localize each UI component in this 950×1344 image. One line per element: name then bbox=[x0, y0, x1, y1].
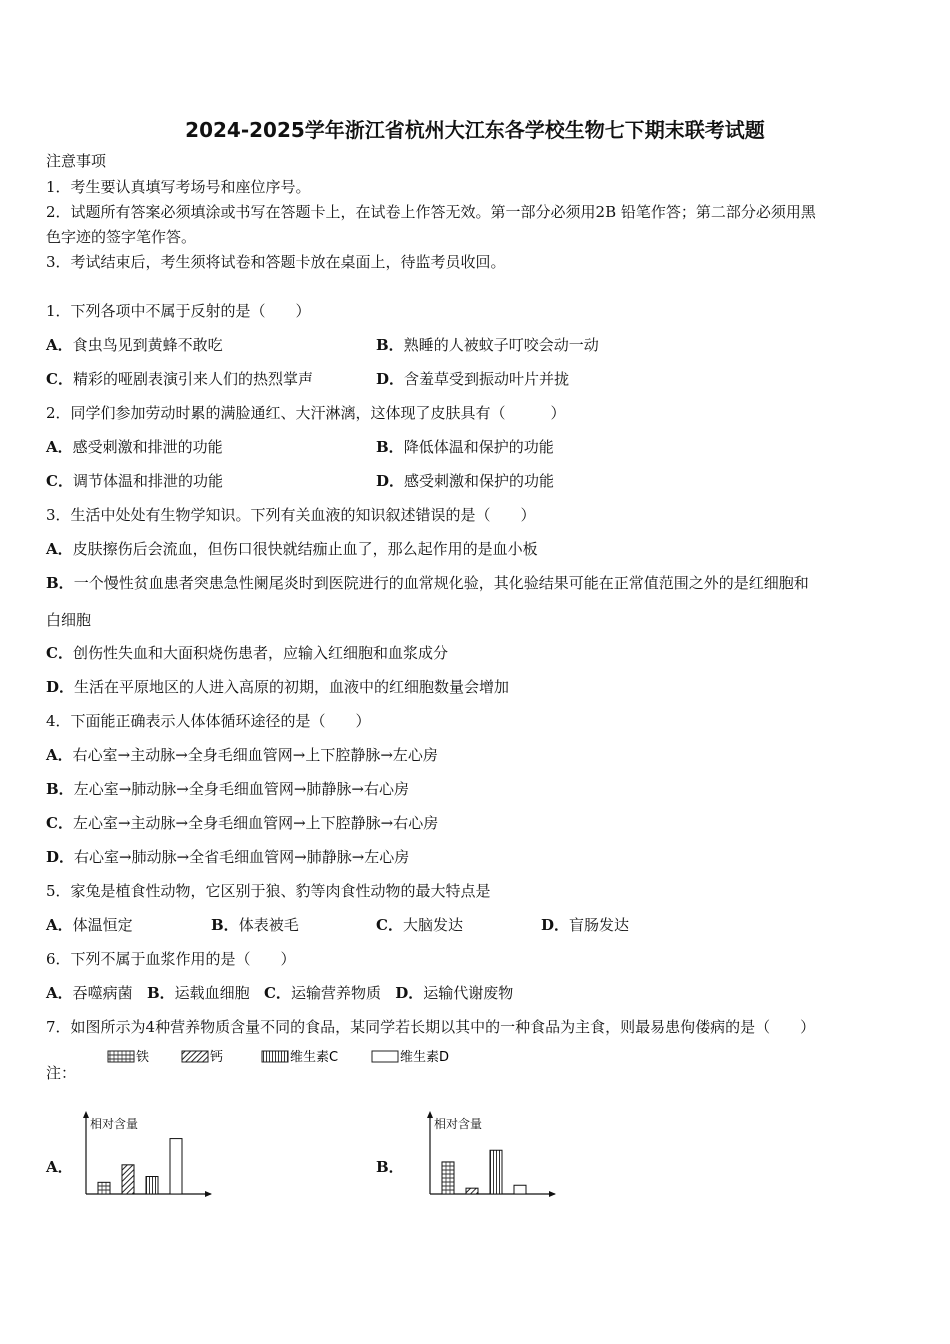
question-7-stem: 7．如图所示为4种营养物质含量不同的食品，某同学若长期以其中的一种食品为主食，则最易患佝偻病的是（ ） bbox=[46, 1018, 816, 1036]
x-axis-arrow-icon bbox=[205, 1191, 212, 1197]
option-text: 熟睡的人被蚊子叮咬会动一动 bbox=[403, 336, 599, 354]
q1-option-c[interactable]: C．精彩的哑剧表演引来人们的热烈掌声 bbox=[46, 370, 313, 388]
option-text: 左心室→肺动脉→全身毛细血管网→肺静脉→右心房 bbox=[73, 780, 409, 798]
q1-option-d[interactable]: D．含羞草受到振动叶片并拢 bbox=[376, 370, 570, 388]
q3-option-d[interactable]: D．生活在平原地区的人进入高原的初期，血液中的红细胞数量会增加 bbox=[46, 678, 510, 696]
q4-option-a[interactable]: A．右心室→主动脉→全身毛细血管网→上下腔静脉→左心房 bbox=[46, 746, 438, 764]
notice-heading: 注意事项 bbox=[46, 152, 107, 170]
question-1-stem: 1．下列各项中不属于反射的是（ ） bbox=[46, 302, 311, 320]
bar-calcium bbox=[466, 1188, 478, 1194]
q6-option-b[interactable]: B．运载血细胞 bbox=[146, 984, 250, 1002]
option-text: 生活在平原地区的人进入高原的初期，血液中的红细胞数量会增加 bbox=[74, 678, 510, 696]
option-text: 体温恒定 bbox=[72, 916, 133, 934]
legend-swatch-vitamin-c bbox=[262, 1051, 288, 1062]
question-5-stem: 5．家兔是植食性动物，它区别于狼、豹等肉食性动物的最大特点是 bbox=[46, 882, 491, 900]
option-text: 含羞草受到振动叶片并拢 bbox=[404, 370, 570, 388]
q7-option-a-label[interactable]: A． bbox=[46, 1158, 73, 1176]
option-text: 体表被毛 bbox=[238, 916, 299, 934]
question-6-stem: 6．下列不属于血浆作用的是（ ） bbox=[46, 950, 296, 968]
option-text: 一个慢性贫血患者突患急性阑尾炎时到医院进行的血常规化验，其化验结果可能在正常值范围之外的是红细胞和 bbox=[73, 574, 809, 592]
q6-option-a[interactable]: A．吞噬病菌 bbox=[46, 984, 133, 1002]
notice-item: 色字迹的签字笔作答。 bbox=[46, 228, 197, 246]
q2-option-d[interactable]: D．感受刺激和保护的功能 bbox=[376, 472, 555, 490]
option-text: 感受刺激和保护的功能 bbox=[404, 472, 555, 490]
chart-option-b[interactable] bbox=[420, 1108, 570, 1208]
bar-iron bbox=[442, 1162, 454, 1194]
option-text: 右心室→主动脉→全身毛细血管网→上下腔静脉→左心房 bbox=[72, 746, 438, 764]
legend-label: 铁 bbox=[136, 1050, 150, 1065]
legend-label: 维生素D bbox=[400, 1050, 450, 1065]
q5-option-c[interactable]: C．大脑发达 bbox=[376, 916, 463, 934]
legend-label: 钙 bbox=[210, 1050, 224, 1065]
q2-option-c[interactable]: C．调节体温和排泄的功能 bbox=[46, 472, 223, 490]
notice-item: 2．试题所有答案必须填涂或书写在答题卡上，在试卷上作答无效。第一部分必须用2B 铅笔作答；第二部分必须用黑 bbox=[46, 203, 816, 221]
q6-option-d[interactable]: D．运输代谢废物 bbox=[395, 984, 514, 1002]
q3-option-c[interactable]: C．创伤性失血和大面积烧伤患者，应输入红细胞和血浆成分 bbox=[46, 644, 448, 662]
q1-option-a[interactable]: A．食虫鸟见到黄蜂不敢吃 bbox=[46, 336, 223, 354]
chart-option-a[interactable] bbox=[76, 1108, 226, 1208]
option-text: 左心室→主动脉→全身毛细血管网→上下腔静脉→右心房 bbox=[72, 814, 439, 832]
q4-option-d[interactable]: D．右心室→肺动脉→全省毛细血管网→肺静脉→左心房 bbox=[46, 848, 410, 866]
bar-vitamin-c bbox=[490, 1150, 502, 1194]
notice-item: 1．考生要认真填写考场号和座位序号。 bbox=[46, 178, 311, 196]
y-axis-label: 相对含量 bbox=[90, 1117, 139, 1131]
chart-legend bbox=[100, 1045, 490, 1069]
bar-vitamin-d bbox=[514, 1185, 526, 1194]
page-title: 2024-2025学年浙江省杭州大江东各学校生物七下期末联考试题 bbox=[185, 118, 765, 142]
option-text: 调节体温和排泄的功能 bbox=[72, 472, 223, 490]
legend-swatch-vitamin-d bbox=[372, 1051, 398, 1062]
q3-option-a[interactable]: A．皮肤擦伤后会流血，但伤口很快就结痂止血了，那么起作用的是血小板 bbox=[46, 540, 538, 558]
q6-options bbox=[46, 983, 513, 1003]
q2-option-b[interactable]: B．降低体温和保护的功能 bbox=[376, 438, 554, 456]
q5-option-b[interactable]: B．体表被毛 bbox=[211, 916, 299, 934]
option-text: 皮肤擦伤后会流血，但伤口很快就结痂止血了，那么起作用的是血小板 bbox=[72, 540, 538, 558]
q5-option-a[interactable]: A．体温恒定 bbox=[46, 916, 133, 934]
q2-option-a[interactable]: A．感受刺激和排泄的功能 bbox=[46, 438, 223, 456]
y-axis-arrow-icon bbox=[83, 1111, 89, 1118]
option-text: 感受刺激和排泄的功能 bbox=[72, 438, 223, 456]
legend-swatch-iron bbox=[108, 1051, 134, 1062]
question-3-stem: 3．生活中处处有生物学知识。下列有关血液的知识叙述错误的是（ ） bbox=[46, 506, 536, 524]
q1-option-b[interactable]: B．熟睡的人被蚊子叮咬会动一动 bbox=[376, 336, 599, 354]
option-text: 精彩的哑剧表演引来人们的热烈掌声 bbox=[72, 370, 313, 388]
legend-swatch-calcium bbox=[182, 1051, 208, 1062]
option-text: 盲肠发达 bbox=[569, 916, 630, 934]
bar-vitamin-d bbox=[170, 1139, 182, 1194]
q6-option-c[interactable]: C．运输营养物质 bbox=[263, 984, 381, 1002]
q7-option-b-label[interactable]: B． bbox=[376, 1158, 404, 1176]
y-axis-arrow-icon bbox=[427, 1111, 433, 1118]
y-axis-label: 相对含量 bbox=[434, 1117, 483, 1131]
q3-option-b[interactable]: B．一个慢性贫血患者突患急性阑尾炎时到医院进行的血常规化验，其化验结果可能在正常值范围之外的是红细胞和 bbox=[46, 574, 809, 592]
option-text: 大脑发达 bbox=[402, 916, 463, 934]
option-text: 创伤性失血和大面积烧伤患者，应输入红细胞和血浆成分 bbox=[72, 644, 448, 662]
option-text: 降低体温和保护的功能 bbox=[403, 438, 554, 456]
q4-option-b[interactable]: B．左心室→肺动脉→全身毛细血管网→肺静脉→右心房 bbox=[46, 780, 409, 798]
option-text: 食虫鸟见到黄蜂不敢吃 bbox=[72, 336, 223, 354]
bar-calcium bbox=[122, 1165, 134, 1194]
legend-label: 维生素C bbox=[290, 1050, 339, 1065]
notice-item: 3．考试结束后，考生须将试卷和答题卡放在桌面上，待监考员收回。 bbox=[46, 253, 506, 271]
option-text: 右心室→肺动脉→全省毛细血管网→肺静脉→左心房 bbox=[74, 848, 410, 866]
question-4-stem: 4．下面能正确表示人体体循环途径的是（ ） bbox=[46, 712, 371, 730]
note-label: 注： bbox=[46, 1064, 77, 1082]
x-axis-arrow-icon bbox=[549, 1191, 556, 1197]
bar-vitamin-c bbox=[146, 1177, 158, 1195]
q4-option-c[interactable]: C．左心室→主动脉→全身毛细血管网→上下腔静脉→右心房 bbox=[46, 814, 439, 832]
q3-option-b-cont: 白细胞 bbox=[46, 611, 92, 629]
bar-iron bbox=[98, 1182, 110, 1194]
question-2-stem: 2．同学们参加劳动时累的满脸通红、大汗淋漓，这体现了皮肤具有（ ） bbox=[46, 404, 566, 422]
q5-option-d[interactable]: D．盲肠发达 bbox=[541, 916, 630, 934]
